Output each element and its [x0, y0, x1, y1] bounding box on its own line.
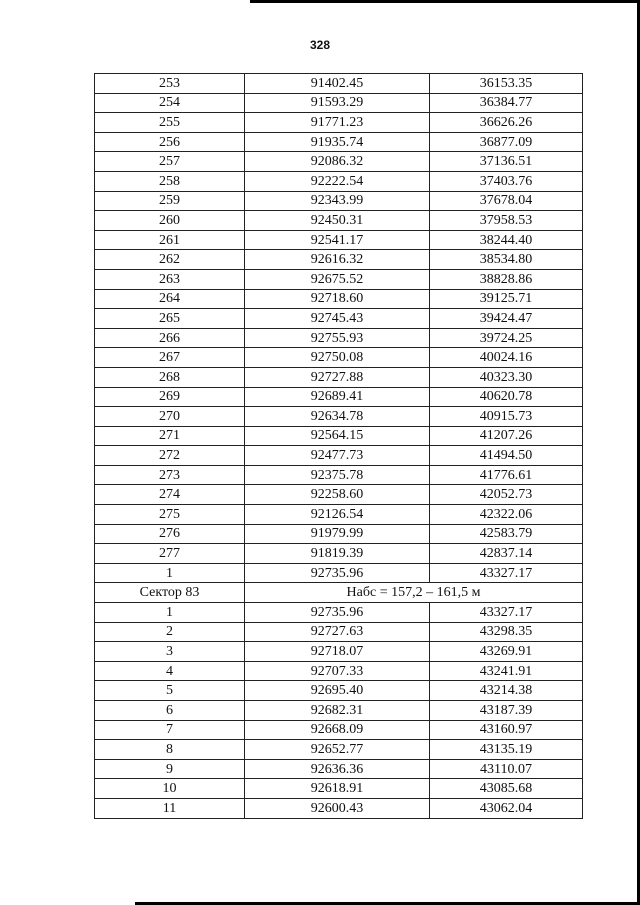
x-coordinate: 92222.54 — [245, 171, 430, 191]
rows-before-sector — [95, 74, 583, 583]
point-number: 264 — [95, 289, 245, 309]
table-row — [95, 603, 583, 623]
point-number: 262 — [95, 250, 245, 270]
table-row — [95, 230, 583, 250]
x-coordinate: 92564.15 — [245, 426, 430, 446]
table-row — [95, 309, 583, 329]
point-number: 259 — [95, 191, 245, 211]
y-coordinate: 41207.26 — [430, 426, 583, 446]
x-coordinate: 92477.73 — [245, 446, 430, 466]
point-number: 276 — [95, 524, 245, 544]
x-coordinate: 92735.96 — [245, 563, 430, 583]
table-row — [95, 798, 583, 818]
y-coordinate: 38244.40 — [430, 230, 583, 250]
page-number: 328 — [309, 38, 331, 52]
y-coordinate: 39125.71 — [430, 289, 583, 309]
table-row — [95, 269, 583, 289]
table-row — [95, 661, 583, 681]
x-coordinate: 91593.29 — [245, 93, 430, 113]
x-coordinate: 92258.60 — [245, 485, 430, 505]
x-coordinate: 92634.78 — [245, 407, 430, 427]
y-coordinate: 43135.19 — [430, 740, 583, 760]
x-coordinate: 92652.77 — [245, 740, 430, 760]
y-coordinate: 41494.50 — [430, 446, 583, 466]
y-coordinate: 40323.30 — [430, 367, 583, 387]
table-row — [95, 211, 583, 231]
point-number: 1 — [95, 603, 245, 623]
y-coordinate: 38534.80 — [430, 250, 583, 270]
point-number: 273 — [95, 465, 245, 485]
y-coordinate: 42837.14 — [430, 544, 583, 564]
y-coordinate: 36626.26 — [430, 113, 583, 133]
y-coordinate: 42583.79 — [430, 524, 583, 544]
y-coordinate: 43062.04 — [430, 798, 583, 818]
y-coordinate: 43269.91 — [430, 642, 583, 662]
table-row — [95, 563, 583, 583]
y-coordinate: 41776.61 — [430, 465, 583, 485]
x-coordinate: 92727.88 — [245, 367, 430, 387]
table-row — [95, 465, 583, 485]
x-coordinate: 92718.07 — [245, 642, 430, 662]
point-number: 2 — [95, 622, 245, 642]
table-row — [95, 152, 583, 172]
y-coordinate: 38828.86 — [430, 269, 583, 289]
y-coordinate: 36877.09 — [430, 132, 583, 152]
point-number: 9 — [95, 759, 245, 779]
point-number: 10 — [95, 779, 245, 799]
point-number: 267 — [95, 348, 245, 368]
point-number: 11 — [95, 798, 245, 818]
point-number: 261 — [95, 230, 245, 250]
point-number: 266 — [95, 328, 245, 348]
x-coordinate: 92450.31 — [245, 211, 430, 231]
point-number: 1 — [95, 563, 245, 583]
sector-height-range: Набс = 157,2 – 161,5 м — [245, 583, 583, 603]
point-number: 3 — [95, 642, 245, 662]
table-row — [95, 544, 583, 564]
y-coordinate: 43085.68 — [430, 779, 583, 799]
table-row — [95, 387, 583, 407]
point-number: 8 — [95, 740, 245, 760]
x-coordinate: 91771.23 — [245, 113, 430, 133]
x-coordinate: 92689.41 — [245, 387, 430, 407]
point-number: 253 — [95, 74, 245, 94]
point-number: 274 — [95, 485, 245, 505]
point-number: 275 — [95, 505, 245, 525]
point-number: 272 — [95, 446, 245, 466]
table-row — [95, 505, 583, 525]
y-coordinate: 37678.04 — [430, 191, 583, 211]
point-number: 257 — [95, 152, 245, 172]
table-row — [95, 681, 583, 701]
y-coordinate: 43187.39 — [430, 701, 583, 721]
y-coordinate: 40915.73 — [430, 407, 583, 427]
rows-after-sector — [95, 603, 583, 819]
point-number: 263 — [95, 269, 245, 289]
point-number: 254 — [95, 93, 245, 113]
table-row — [95, 191, 583, 211]
x-coordinate: 92086.32 — [245, 152, 430, 172]
table-row — [95, 348, 583, 368]
point-number: 268 — [95, 367, 245, 387]
y-coordinate: 40024.16 — [430, 348, 583, 368]
y-coordinate: 43160.97 — [430, 720, 583, 740]
y-coordinate: 42322.06 — [430, 505, 583, 525]
table-row — [95, 367, 583, 387]
scan-edge-top — [250, 0, 640, 3]
table-row — [95, 113, 583, 133]
point-number: 277 — [95, 544, 245, 564]
x-coordinate: 91935.74 — [245, 132, 430, 152]
table-row — [95, 701, 583, 721]
x-coordinate: 92735.96 — [245, 603, 430, 623]
x-coordinate: 92616.32 — [245, 250, 430, 270]
table-row — [95, 426, 583, 446]
x-coordinate: 92375.78 — [245, 465, 430, 485]
table-row — [95, 74, 583, 94]
y-coordinate: 43241.91 — [430, 661, 583, 681]
point-number: 7 — [95, 720, 245, 740]
y-coordinate: 36153.35 — [430, 74, 583, 94]
point-number: 258 — [95, 171, 245, 191]
table-row — [95, 250, 583, 270]
x-coordinate: 92541.17 — [245, 230, 430, 250]
x-coordinate: 91402.45 — [245, 74, 430, 94]
table-row — [95, 407, 583, 427]
table-row — [95, 759, 583, 779]
y-coordinate: 36384.77 — [430, 93, 583, 113]
table-row — [95, 132, 583, 152]
table-row — [95, 779, 583, 799]
y-coordinate: 42052.73 — [430, 485, 583, 505]
table-row — [95, 524, 583, 544]
point-number: 5 — [95, 681, 245, 701]
point-number: 256 — [95, 132, 245, 152]
table-row — [95, 328, 583, 348]
table-row — [95, 720, 583, 740]
point-number: 269 — [95, 387, 245, 407]
point-number: 271 — [95, 426, 245, 446]
point-number: 260 — [95, 211, 245, 231]
point-number: 6 — [95, 701, 245, 721]
y-coordinate: 37136.51 — [430, 152, 583, 172]
sector-row — [95, 583, 583, 603]
x-coordinate: 92618.91 — [245, 779, 430, 799]
y-coordinate: 37958.53 — [430, 211, 583, 231]
table-row — [95, 171, 583, 191]
x-coordinate: 92682.31 — [245, 701, 430, 721]
y-coordinate: 43298.35 — [430, 622, 583, 642]
y-coordinate: 43327.17 — [430, 603, 583, 623]
y-coordinate: 37403.76 — [430, 171, 583, 191]
table-row — [95, 642, 583, 662]
sector-label: Сектор 83 — [95, 583, 245, 603]
x-coordinate: 92600.43 — [245, 798, 430, 818]
x-coordinate: 92750.08 — [245, 348, 430, 368]
point-number: 255 — [95, 113, 245, 133]
point-number: 270 — [95, 407, 245, 427]
table-row — [95, 485, 583, 505]
x-coordinate: 92695.40 — [245, 681, 430, 701]
x-coordinate: 92675.52 — [245, 269, 430, 289]
coordinates-table — [94, 73, 583, 819]
y-coordinate: 39424.47 — [430, 309, 583, 329]
x-coordinate: 92707.33 — [245, 661, 430, 681]
y-coordinate: 43214.38 — [430, 681, 583, 701]
table-row — [95, 93, 583, 113]
x-coordinate: 92343.99 — [245, 191, 430, 211]
x-coordinate: 91819.39 — [245, 544, 430, 564]
y-coordinate: 39724.25 — [430, 328, 583, 348]
x-coordinate: 92745.43 — [245, 309, 430, 329]
table-row — [95, 289, 583, 309]
x-coordinate: 92126.54 — [245, 505, 430, 525]
y-coordinate: 43110.07 — [430, 759, 583, 779]
y-coordinate: 40620.78 — [430, 387, 583, 407]
x-coordinate: 92636.36 — [245, 759, 430, 779]
point-number: 265 — [95, 309, 245, 329]
table-row — [95, 740, 583, 760]
x-coordinate: 92755.93 — [245, 328, 430, 348]
y-coordinate: 43327.17 — [430, 563, 583, 583]
x-coordinate: 92718.60 — [245, 289, 430, 309]
table-row — [95, 622, 583, 642]
point-number: 4 — [95, 661, 245, 681]
x-coordinate: 91979.99 — [245, 524, 430, 544]
x-coordinate: 92668.09 — [245, 720, 430, 740]
table-row — [95, 446, 583, 466]
sector-header — [95, 583, 583, 603]
x-coordinate: 92727.63 — [245, 622, 430, 642]
